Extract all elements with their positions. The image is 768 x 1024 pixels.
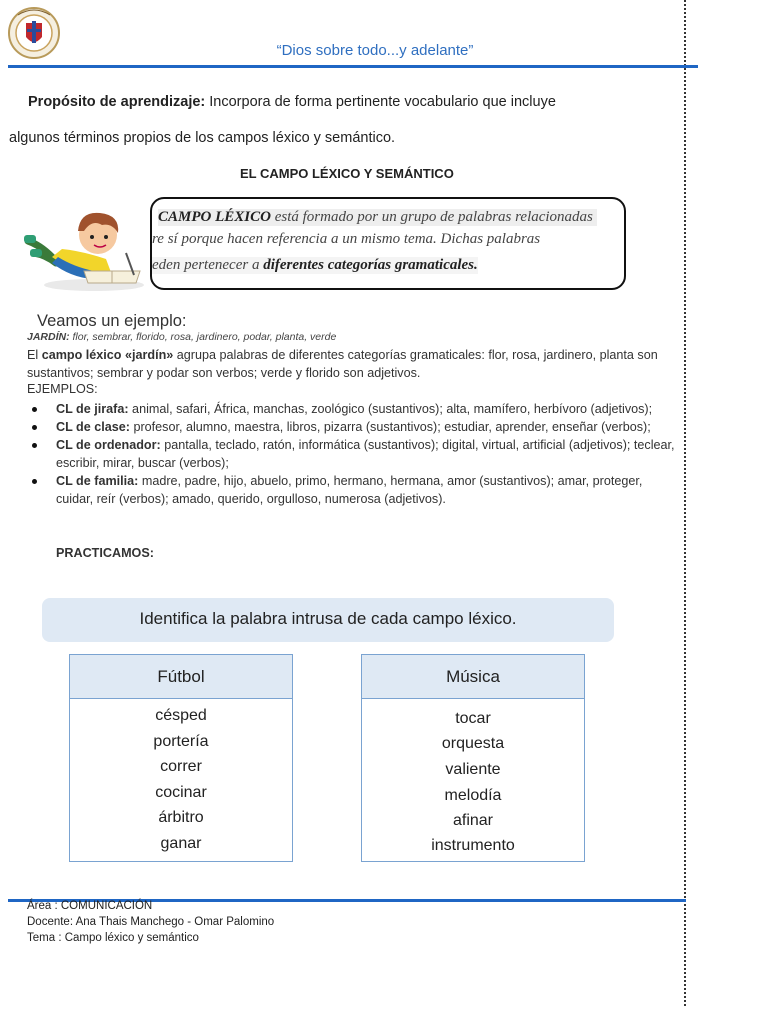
table-word: ganar (160, 835, 202, 852)
paragraph-rest: agrupa palabras de diferentes categorías gramaticales: flor, rosa, jardinero, planta son sustantivos; sembrar y podar son verbos; verde y florido son adjetivos. (27, 348, 658, 380)
exercise-instruction-banner (42, 598, 614, 642)
footer-teachers: Docente: Ana Thais Manchego - Omar Palomino (27, 916, 275, 928)
page-margin-dotted-line (684, 0, 686, 1006)
section-title: EL CAMPO LÉXICO Y SEMÁNTICO (240, 166, 454, 181)
table-word: césped (155, 707, 207, 724)
purpose-text-1: Incorpora de forma pertinente vocabulario que incluye (205, 94, 556, 110)
list-item-text: pantalla, teclado, ratón, informática (sustantivos); digital, virtual, artificial (adjetivos); teclear, escribir, mirar, buscar (verbos); (56, 438, 675, 470)
jardin-label: JARDÍN: (27, 331, 70, 343)
definition-line-3-end: . (474, 257, 478, 273)
table-header: Música (362, 655, 584, 699)
table-word: orquesta (441, 735, 505, 752)
footer-topic: Tema : Campo léxico y semántico (27, 932, 199, 944)
table-word: correr (160, 758, 202, 775)
list-item (30, 436, 680, 472)
table-word: instrumento (431, 837, 515, 854)
header-divider (8, 65, 698, 68)
list-item-label: CL de ordenador: (56, 438, 161, 452)
definition-term: CAMPO LÉXICO (158, 209, 271, 225)
list-item-label: CL de jirafa: (56, 402, 129, 416)
purpose-line-2: algunos términos propios de los campos léxico y semántico. (9, 130, 396, 146)
list-item-label: CL de clase: (56, 420, 130, 434)
bullet-icon (32, 443, 37, 448)
table-word: valiente (445, 761, 501, 778)
table-word: portería (153, 733, 209, 750)
school-seal-icon (8, 5, 60, 61)
list-item (30, 472, 680, 508)
list-item-text: madre, padre, hijo, abuelo, primo, hermano, hermana, amor (sustantivos); amar, proteger, cuidar, reír (verbos); amado, querido, orgulloso, numerosa (adjetivos). (56, 474, 643, 506)
footer-area: Área : COMUNICACIÓN (27, 900, 153, 912)
definition-line-1-rest: está formado por un grupo de palabras relacionadas (270, 209, 593, 225)
list-item-text: animal, safari, África, manchas, zoológico (sustantivos); alta, mamífero, herbívoro (adjetivos); (128, 402, 653, 416)
examples-list (30, 400, 680, 508)
definition-line-1 (158, 209, 597, 226)
purpose-line-1 (28, 94, 556, 110)
school-motto: “Dios sobre todo...y adelante” (276, 42, 474, 59)
definition-line-3-start: eden pertenecer a (152, 257, 264, 273)
word-table-musica (361, 654, 585, 862)
table-word: árbitro (158, 809, 204, 826)
bullet-icon (32, 407, 37, 412)
word-table-futbol (69, 654, 293, 862)
examples-label: EJEMPLOS: (27, 382, 98, 396)
table-word: afinar (452, 812, 494, 829)
table-word: tocar (455, 710, 491, 727)
table-word: melodía (444, 787, 502, 804)
bullet-icon (32, 479, 37, 484)
definition-highlight: diferentes categorías gramaticales (263, 257, 475, 273)
paragraph-start: El (27, 348, 42, 362)
list-item (30, 400, 680, 418)
exercise-instruction: Identifica la palabra intrusa de cada campo léxico. (139, 609, 517, 628)
paragraph-bold: campo léxico «jardín» (41, 348, 174, 362)
reading-child-illustration (22, 205, 147, 295)
purpose-label: Propósito de aprendizaje: (28, 94, 206, 110)
definition-box (150, 197, 626, 290)
list-item (30, 418, 680, 436)
definition-line-2: re sí porque hacen referencia a un mismo tema. Dichas palabras (152, 231, 541, 247)
bullet-icon (32, 425, 37, 430)
jardin-words: flor, sembrar, florido, rosa, jardinero, podar, planta, verde (69, 331, 337, 343)
table-header: Fútbol (70, 655, 292, 699)
list-item-label: CL de familia: (56, 474, 139, 488)
jardin-word-list (27, 331, 336, 343)
table-word: cocinar (155, 784, 207, 801)
list-item-text: profesor, alumno, maestra, libros, pizarra (sustantivos); estudiar, aprender, enseñar (verbos); (129, 420, 651, 434)
example-heading: Veamos un ejemplo: (37, 312, 187, 330)
example-paragraph (27, 346, 677, 382)
definition-line-3 (152, 257, 478, 274)
practice-heading: PRACTICAMOS: (56, 546, 154, 560)
